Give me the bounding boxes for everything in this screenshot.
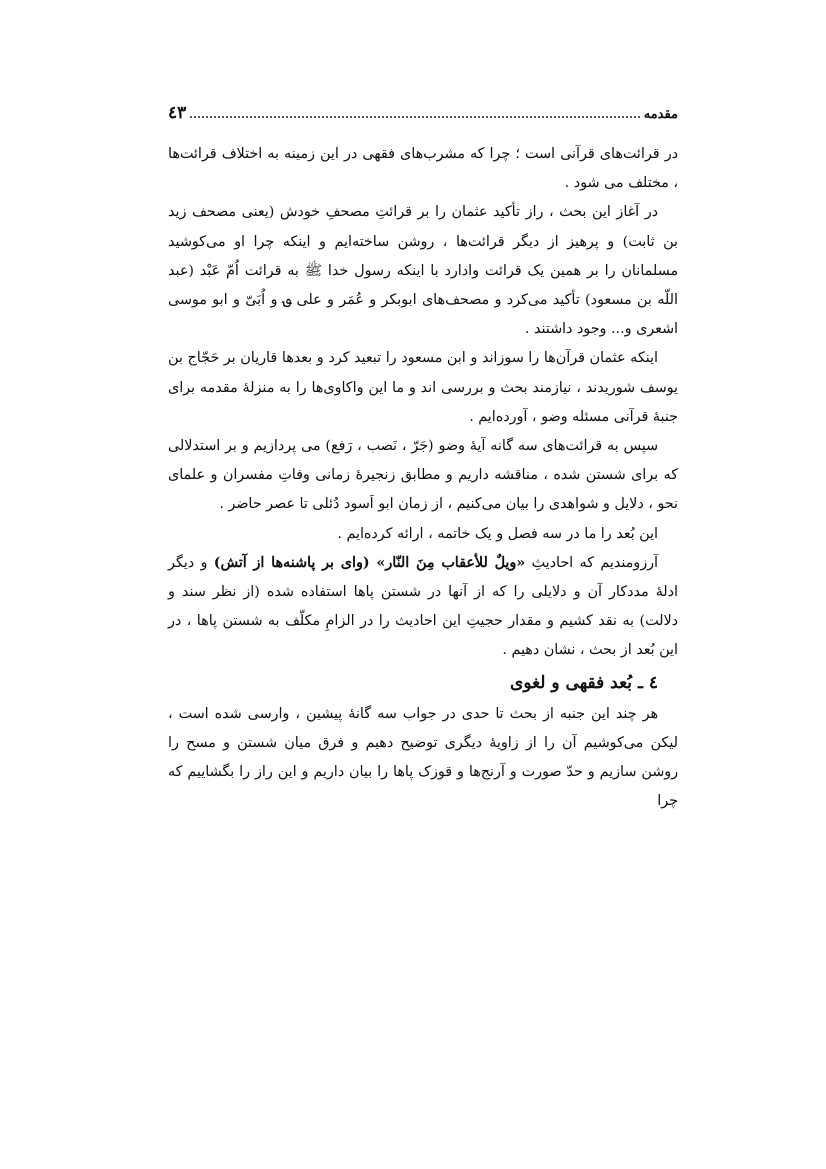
paragraph-hadith [168,549,678,666]
paragraph: هر چند این جنبه از بحث تا حدی در جواب سه گانهٔ پیشین ، وارسی شده است ، لیکن می‌کوشیم آن را از زاویهٔ دیگری توضیح دهیم و فرق میان شستن و مسح را روشن سازیم و حدّ صورت و آرنج‌ها و قوزک پاها را بیان داریم و این راز را بگشاییم که چرا [168,705,678,810]
paragraph: این بُعد را ما در سه فصل و یک خاتمه ، ارائه کرده‌ایم . [337,525,658,542]
paragraph: سپس به قرائت‌های سه گانه آیهٔ وضو (جَرّ ، نَصب ، رَفع) می پردازیم و بر استدلالی که برای شستن شده ، مناقشه داریم و مطابق زنجیرهٔ زمانی وفاتِ مفسران و علمای نحو ، دلایل و شواهدی را بیان می‌کنیم ، از زمان ابو اَسود دُئلی تا عصر حاضر . [168,438,678,513]
paragraph-continuation: در قرائت‌های قرآنی است ؛ چرا که مشرب‌های فقهی در این زمینه به اختلاف قرائت‌ها ، مختلف می شود . [168,146,678,192]
dot-leader [190,115,639,118]
hadith-quote: «ویلٌ للأعقاب مِنَ النّار» (وای بر پاشنه‌ها از آتش) [213,554,526,571]
running-header [168,103,678,127]
paragraph-text: آرزومندیم که احادیثِ [525,554,658,571]
paragraph-text: و دیگر ادلهٔ مددکار آن و دلایلی را که از آنها در شستن پاها استفاده شده (از نظر سند و دلالت) به نقد کشیم و مقدار حجیتِ این احادیث را در الزامِ مکلّف به شستن پاها ، در این بُعد از بحث ، نشان دهیم . [168,554,678,659]
paragraph: اینکه عثمان قرآن‌ها را سوزاند و ابن مسعود را تبعید کرد و بعدها قاریان بر حَجّاج بن یوسف شوریدند ، نیازمند بحث و بررسی اند و ما این واکاوی‌ها را به منزلهٔ مقدمه برای جنبهٔ قرآنی مسئله وضو ، آورده‌ایم . [168,350,678,425]
body-text [168,140,678,816]
paragraph: در آغاز این بحث ، راز تأکید عثمان را بر قرائتِ مصحفِ خودش (یعنی مصحف زید بن ثابت) و پرهیز از دیگر قرائت‌ها ، روشن ساخته‌ایم و اینکه چرا او می‌کوشید مسلمانان را بر همین یک قرائت وادارد با اینکه رسول خدا ﷺ به قرائت اُمّ عَبْد (عبد اللّه بن مسعود) تأکید می‌کرد و مصحف‌های ابوبکر و عُمَر و علی ؈ و اُبَیّ و ابو موسی اشعری و... وجود داشتند . [168,204,678,338]
page-number: ٤٣ [168,103,187,123]
section-heading: ٤ ـ بُعد فقهی و لغوی [510,672,658,693]
section-title: مقدمه [643,107,678,122]
